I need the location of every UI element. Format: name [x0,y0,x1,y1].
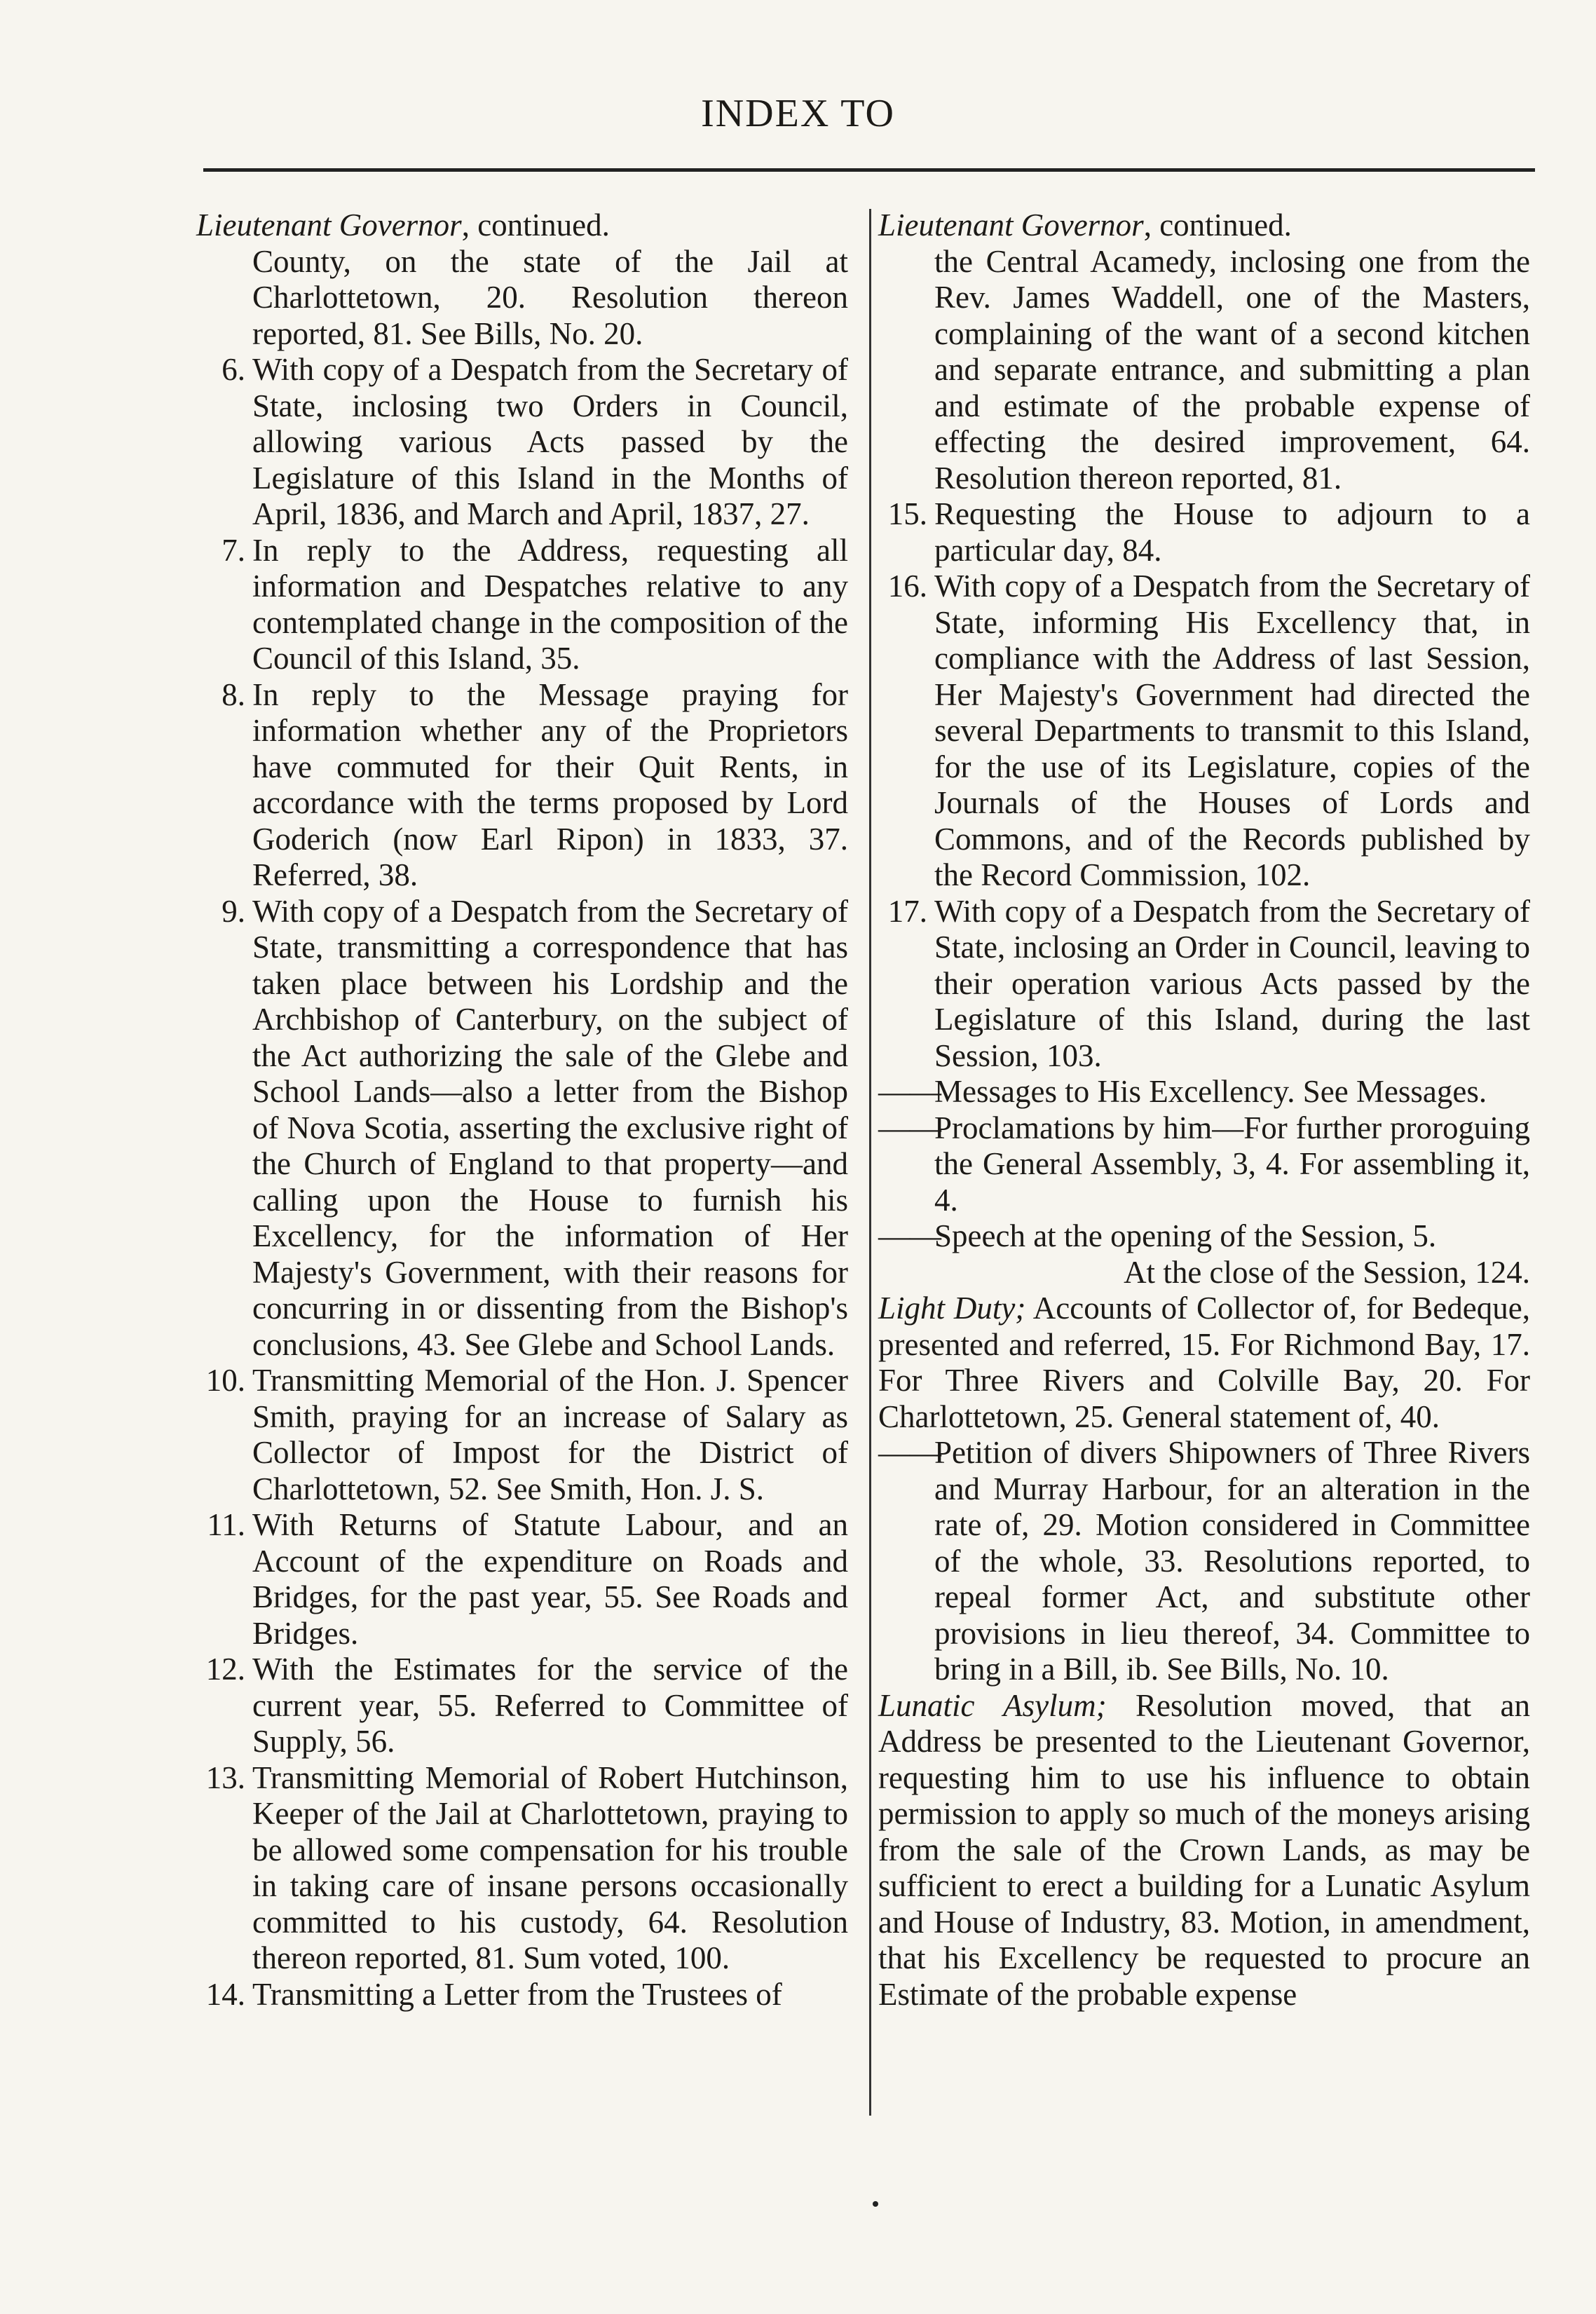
index-entry [878,569,1530,894]
left-continuation: County, on the state of the Jail at Charlottetown, 20. Resolution thereon reported, 81. See Bills, No. 20. [252,243,848,351]
index-entry [196,677,848,894]
header-rule [203,168,1535,172]
light-duty-text: Accounts of Collector of, for Bedeque, presented and referred, 15. For Richmond Bay, 17. For Three Rivers and Colville Bay, 20. For Charlottetown, 25. General statement of, 40. [878,1291,1530,1434]
left-heading [196,207,848,244]
sub-entry [878,1074,1530,1110]
right-heading [878,207,1530,244]
entry-number: 8. [221,676,245,712]
entry-dash: —— [878,1218,941,1253]
entry-text: Requesting the House to adjourn to a particular day, 84. [934,496,1530,568]
entry-number: 10. [205,1363,245,1398]
index-entry [196,1507,848,1652]
light-duty-entry [878,1291,1530,1435]
right-heading-term: Lieutenant Governor [878,207,1144,243]
entry-number: 6. [221,352,245,387]
light-duty-heading: Light Duty; [878,1291,1026,1326]
left-heading-suffix: , continued. [461,207,610,243]
left-heading-term: Lieutenant Governor [196,207,462,243]
index-entry [196,1977,848,2013]
entry-number: 13. [205,1760,245,1795]
entry-dash: —— [878,1435,941,1470]
right-column [878,207,1530,2013]
entry-text: In reply to the Address, requesting all information and Despatches relative to any contemplated change in the composition of the Council of this Island, 35. [252,532,848,676]
entry-text: With copy of a Despatch from the Secretary of State, transmitting a correspondence that has taken place between his Lordship and the Archbishop of Canterbury, on the subject of the Act authorizing the sale of the Glebe and School Lands—also a letter from the Bishop of Nova Scotia, asserting the exclusive right of the Church of England to that property—and calling upon the House to furnish his Excellency, for the information of Her Majesty's Government, with their reasons for concurring in or dissenting from the Bishop's conclusions, 43. See Glebe and School Lands. [252,893,848,1362]
entry-dash: —— [878,1074,941,1109]
right-heading-suffix: , continued. [1143,207,1292,243]
index-entry [878,496,1530,569]
sub-entry-text: Speech at the opening of the Session, 5. [934,1218,1437,1253]
index-entry [196,352,848,533]
lunatic-asylum-entry [878,1688,1530,2013]
entry-number: 12. [205,1652,245,1687]
lunatic-asylum-heading: Lunatic Asylum; [878,1687,1107,1723]
sub-entry-text: Proclamations by him—For further proroguing the General Assembly, 3, 4. For assembling it, 4. [934,1110,1530,1218]
index-entry [196,1363,848,1507]
entry-number: 9. [221,893,245,929]
sub-entry [878,1110,1530,1219]
lunatic-asylum-text: Resolution moved, that an Address be presented to the Lieutenant Governor, requesting him to use his influence to obtain permission to apply so much of the moneys arising from the sale of the Crown Lands, as may be sufficient to erect a building for a Lunatic Asylum and House of Industry, 83. Motion, in amendment, that his Excellency be requested to procure an Estimate of the probable expense [878,1687,1531,2012]
entry-number: 16. [887,569,927,604]
entry-number: 14. [205,1976,245,2012]
entry-text: With copy of a Despatch from the Secretary of State, inclosing an Order in Council, leaving to their operation various Acts passed by the Legislature of this Island, during the last Session, 103. [934,893,1530,1073]
index-entry [196,1760,848,1977]
left-column [196,207,848,2013]
index-entry [196,1652,848,1760]
index-entry [196,533,848,677]
entry-text: With copy of a Despatch from the Secretary of State, informing His Excellency that, in compliance with the Address of last Session, Her Majesty's Government had directed the several Departments to transmit to this Island, for the use of its Legislature, copies of the Journals of the Houses of Lords and Commons, and of the Records published by the Record Commission, 102. [934,569,1530,892]
light-duty-sub-entry [878,1435,1530,1688]
entry-number: 7. [221,532,245,568]
footer-mark [873,2201,878,2207]
entry-text: With the Estimates for the service of the current year, 55. Referred to Committee of Supply, 56. [252,1652,848,1759]
entry-text: Transmitting a Letter from the Trustees of [252,1976,782,2012]
index-entry [878,894,1530,1075]
sub-entry-text: Messages to His Excellency. See Messages. [934,1074,1487,1109]
entry-text: In reply to the Message praying for information whether any of the Proprietors have commuted for their Quit Rents, in accordance with the terms proposed by Lord Goderich (now Earl Ripon) in 1833, 37. Referred, 38. [252,676,848,892]
index-entry [196,894,848,1363]
entry-text: Transmitting Memorial of the Hon. J. Spencer Smith, praying for an increase of Salary as Collector of Impost for the District of Charlottetown, 52. See Smith, Hon. J. S. [252,1363,848,1506]
entry-text: With Returns of Statute Labour, and an Account of the expenditure on Roads and Bridges, for the past year, 55. See Roads and Bridges. [252,1507,848,1651]
entry-number: 11. [207,1507,245,1542]
entry-number: 15. [887,496,927,531]
entry-dash: —— [878,1110,941,1145]
sub-entry-continuation: At the close of the Session, 124. [1124,1254,1530,1290]
right-continuation: the Central Acamedy, inclosing one from the Rev. James Waddell, one of the Masters, complaining of the want of a second kitchen and separate entrance, and submitting a plan and estimate of the probable expense of effecting the desired improvement, 64. Resolution thereon reported, 81. [934,243,1530,496]
sub-entry [878,1218,1530,1255]
entry-text: Transmitting Memorial of Robert Hutchinson, Keeper of the Jail at Charlottetown, praying to be allowed some compensation for his trouble in taking care of insane persons occasionally committed to his custody, 64. Resolution thereon reported, 81. Sum voted, 100. [252,1760,848,1975]
entry-number: 17. [887,893,927,929]
light-duty-sub-text: Petition of divers Shipowners of Three Rivers and Murray Harbour, for an alteration in the rate of, 29. Motion considered in Committee of the whole, 33. Resolutions reported, to repeal former Act, and substitute other provisions in lieu thereof, 34. Committee to bring in a Bill, ib. See Bills, No. 10. [934,1435,1530,1687]
column-divider [869,209,871,2116]
entry-text: With copy of a Despatch from the Secretary of State, inclosing two Orders in Council, allowing various Acts passed by the Legislature of this Island in the Months of April, 1836, and March and April, 1837, 27. [252,352,848,531]
page-title: INDEX TO [701,92,895,135]
